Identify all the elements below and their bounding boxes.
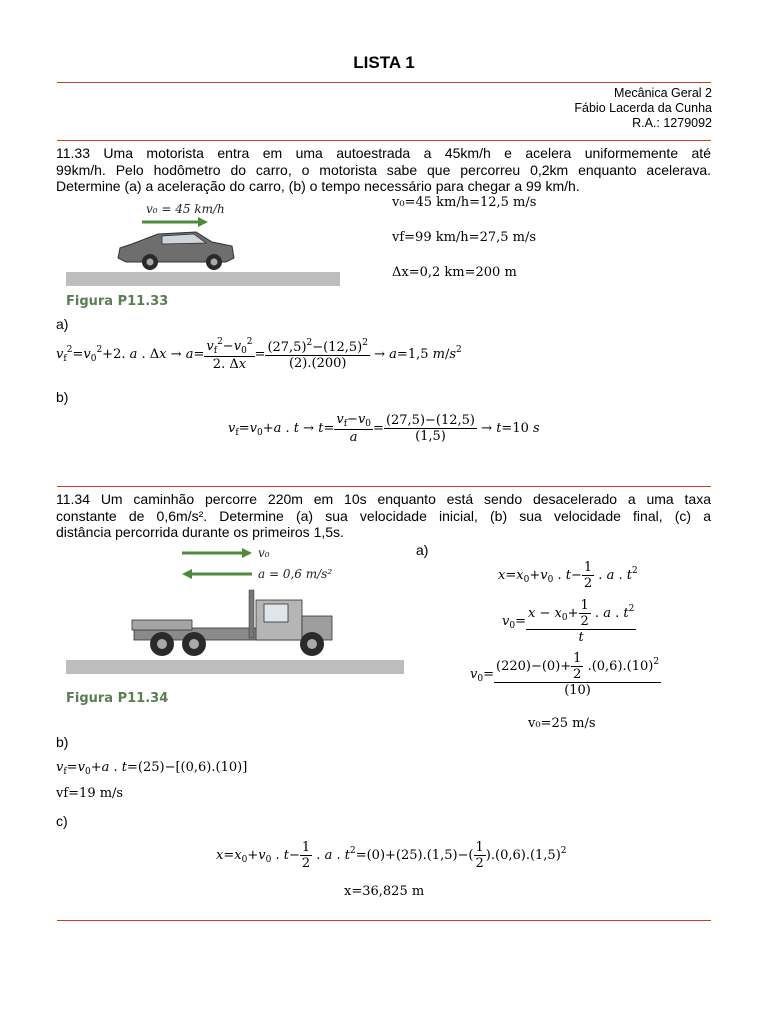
- truck-illustration: [66, 544, 406, 714]
- equation-final-velocity: $v_f=v_0+a$ . t=(25)−[(0,6).(10)]: [56, 760, 248, 777]
- given-v0: v₀=45 km/h=12,5 m/s: [392, 195, 537, 210]
- arrow-head-icon: [242, 548, 252, 558]
- page-title: LISTA 1: [353, 53, 415, 72]
- equation-time: $v_f=v_0+a$ . t → t= $\frac{v_f-v_0}{a}$ = $\frac{(27,5)-(12,5)}{(1,5)}$ → t=10 s: [228, 412, 540, 445]
- statement-line: distância percorrida durante os primeiros 1,5s.: [56, 524, 344, 540]
- result-vf: vf=19 m/s: [56, 786, 124, 801]
- problem-1134-statement: [56, 491, 711, 541]
- exhaust-stack: [249, 590, 254, 638]
- course-name: Mecânica Geral 2: [614, 86, 712, 100]
- part-b-label: b): [56, 734, 69, 750]
- road: [66, 272, 340, 286]
- given-vf: vf=99 km/h=27,5 m/s: [392, 230, 537, 245]
- section-rule: [57, 486, 711, 487]
- velocity-label: v₀: [258, 546, 270, 560]
- arrow-head-icon: [182, 569, 192, 579]
- part-c-label: c): [56, 813, 68, 829]
- equation-position: $x=x_0+v_0$ . t− $\frac{1}{2}$ . a . $t^2$: [498, 560, 638, 591]
- figure-p1133: [66, 200, 340, 312]
- equation-distance: $x=x_0+v_0$ . t− $\frac{1}{2}$ . a . $t^2=(0)+(25).(1,5)-$( $\frac{1}{2}$ )$.(0,6).(1,5)^2$: [216, 840, 567, 871]
- statement-line: 11.34 Um caminhão percorre 220m em 10s enquanto está sendo desacelerado a uma taxa: [56, 491, 711, 507]
- author-info: [574, 86, 712, 131]
- footer-rule: [57, 920, 711, 921]
- statement-line: constante de 0,6m/s². Determine (a) sua velocidade inicial, (b) sua velocidade final, (c) a: [56, 507, 711, 524]
- part-a-label: a): [416, 542, 429, 558]
- statement-line: 99km/h. Pelo hodômetro do carro, o motorista sabe que percorreu 0,2km enquanto acelerava.: [56, 161, 711, 178]
- figure-caption: Figura P11.34: [66, 691, 169, 706]
- result-v0: v₀=25 m/s: [528, 716, 596, 731]
- arrow-head-icon: [198, 217, 208, 227]
- car-illustration: [66, 200, 340, 312]
- figure-caption: Figura P11.33: [66, 294, 169, 309]
- equation-acceleration: $v_f^2=v_0^2+2$. a . Δx → a= $\frac{v_f^2-v_0^2}{2. \Delta x}$ = $\frac{(27,5)^2-(12,5)^2}{(2).(200)}$ → a=1,5 $m/s^2$: [56, 337, 462, 372]
- author-name: Fábio Lacerda da Cunha: [574, 101, 712, 115]
- student-ra: R.A.: 1279092: [632, 116, 712, 130]
- figure-p1134: [66, 544, 406, 714]
- truck-window: [264, 604, 288, 622]
- given-dx: Δx=0,2 km=200 m: [392, 265, 517, 280]
- header-rule: [57, 82, 711, 83]
- section-rule: [57, 140, 711, 141]
- statement-line: Determine (a) a aceleração do carro, (b) o tempo necessário para chegar a 99 km/h.: [56, 178, 580, 194]
- part-a-label: a): [56, 316, 69, 332]
- equation-v0-solved: $v_0=$ $x - x_0+$ $\frac{1}{2}$ . a . $t^2$ t: [502, 598, 635, 645]
- problem-1133-statement: [56, 145, 711, 195]
- statement-line: 11.33 Uma motorista entra em uma autoestrada a 45km/h e acelera uniformemente até: [56, 145, 711, 161]
- equation-v0-values: $v_0=$ (220)−(0)+ $\frac{1}{2}$ $.(0,6).(10)^2$ (10): [470, 651, 660, 698]
- result-x: x=36,825 m: [344, 884, 425, 899]
- velocity-label: v₀ = 45 km/h: [146, 202, 225, 216]
- part-b-label: b): [56, 389, 69, 405]
- deceleration-label: a = 0,6 m/s²: [258, 567, 333, 581]
- road: [66, 660, 404, 674]
- truck-bed: [132, 620, 192, 630]
